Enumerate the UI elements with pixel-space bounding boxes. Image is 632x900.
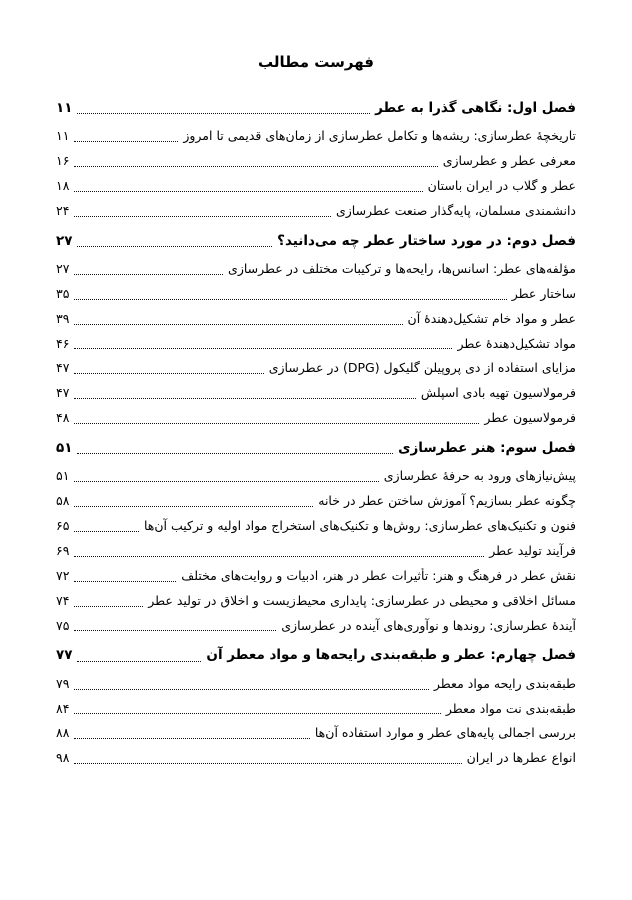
toc-entry-label: معرفی عطر و عطرسازی xyxy=(442,153,576,169)
toc-leader-dots xyxy=(74,629,276,631)
toc-sub-entry[interactable] xyxy=(56,543,576,560)
toc-leader-dots xyxy=(74,165,437,167)
toc-chapter-entry[interactable] xyxy=(56,232,576,250)
toc-leader-dots xyxy=(74,323,402,325)
toc-entry-label: بررسی اجمالی پایه‌های عطر و موارد استفاده آن‌ها xyxy=(314,725,576,741)
toc-leader-dots xyxy=(74,140,178,142)
toc-leader-dots xyxy=(74,762,461,764)
toc-leader-dots xyxy=(74,555,484,557)
toc-sub-entry[interactable] xyxy=(56,750,576,767)
toc-sub-entry[interactable] xyxy=(56,203,576,220)
toc-sub-entry[interactable] xyxy=(56,128,576,145)
toc-page-number: ۲۷ xyxy=(56,232,73,249)
toc-sub-entry[interactable] xyxy=(56,311,576,328)
toc-entry-label: آیندهٔ عطرسازی: روندها و نوآوری‌های آینده در عطرسازی xyxy=(281,617,576,633)
toc-page-number: ۱۶ xyxy=(56,153,70,169)
toc-page-number: ۵۱ xyxy=(56,468,70,484)
toc-leader-dots xyxy=(74,480,378,482)
toc-page-number: ۶۹ xyxy=(56,542,70,558)
toc-entry-label: ساختار عطر xyxy=(511,285,576,301)
toc-sub-entry[interactable] xyxy=(56,410,576,427)
toc-page-number: ۷۷ xyxy=(56,647,73,664)
toc-leader-dots xyxy=(74,347,452,349)
toc-page-number: ۲۴ xyxy=(56,202,70,218)
toc-leader-dots xyxy=(77,660,201,662)
toc-leader-dots xyxy=(74,712,440,714)
toc-page-number: ۵۱ xyxy=(56,440,73,457)
toc-page-number: ۷۵ xyxy=(56,617,70,633)
toc-page-number: ۹۸ xyxy=(56,750,70,766)
toc-sub-entry[interactable] xyxy=(56,676,576,693)
table-of-contents xyxy=(56,99,576,767)
toc-page-number: ۱۱ xyxy=(56,100,73,116)
toc-leader-dots xyxy=(74,737,309,739)
toc-page-number: ۴۷ xyxy=(56,360,70,376)
toc-entry-label: چگونه عطر بسازیم؟ آموزش ساختن عطر در خانه xyxy=(318,493,576,509)
toc-leader-dots xyxy=(77,245,272,247)
toc-page-number: ۸۴ xyxy=(56,700,70,716)
toc-entry-label: فصل چهارم: عطر و طبقه‌بندی رایحه‌ها و مواد معطر آن xyxy=(206,647,576,664)
toc-sub-entry[interactable] xyxy=(56,153,576,170)
toc-entry-label: مواد تشکیل‌دهندهٔ عطر xyxy=(457,335,576,351)
toc-entry-label: فرمولاسیون تهیه بادی اسپلش xyxy=(420,385,576,401)
toc-sub-entry[interactable] xyxy=(56,593,576,610)
toc-sub-entry[interactable] xyxy=(56,261,576,278)
toc-entry-label: فصل سوم: هنر عطرسازی xyxy=(398,440,576,457)
toc-sub-entry[interactable] xyxy=(56,518,576,535)
toc-entry-label: فنون و تکنیک‌های عطرسازی: روش‌ها و تکنیک‌های استخراج مواد اولیه و ترکیب آن‌ها xyxy=(143,518,576,534)
toc-leader-dots xyxy=(74,190,422,192)
toc-entry-label: فرآیند تولید عطر xyxy=(489,542,576,558)
toc-entry-label: پیش‌نیازهای ورود به حرفهٔ عطرسازی xyxy=(383,468,576,484)
toc-chapter-entry[interactable] xyxy=(56,646,576,664)
toc-entry-label: فصل دوم: در مورد ساختار عطر چه می‌دانید؟ xyxy=(277,232,576,249)
toc-page-number: ۶۵ xyxy=(56,518,70,534)
toc-sub-entry[interactable] xyxy=(56,618,576,635)
toc-sub-entry[interactable] xyxy=(56,568,576,585)
toc-entry-label: فصل اول: نگاهی گذرا به عطر xyxy=(375,100,576,116)
toc-leader-dots xyxy=(74,505,313,507)
toc-leader-dots xyxy=(74,580,176,582)
toc-leader-dots xyxy=(77,452,393,454)
toc-sub-entry[interactable] xyxy=(56,286,576,303)
toc-leader-dots xyxy=(74,298,506,300)
toc-page-number: ۴۷ xyxy=(56,385,70,401)
toc-entry-label: انواع عطرها در ایران xyxy=(466,750,576,766)
toc-sub-entry[interactable] xyxy=(56,336,576,353)
page-title: فهرست مطالب xyxy=(258,53,374,71)
toc-page-number: ۵۸ xyxy=(56,493,70,509)
toc-page-number: ۲۷ xyxy=(56,260,70,276)
toc-entry-label: تاریخچهٔ عطرسازی: ریشه‌ها و تکامل عطرسازی از زمان‌های قدیمی تا امروز xyxy=(183,128,576,144)
toc-page-number: ۸۸ xyxy=(56,725,70,741)
toc-entry-label: نقش عطر در فرهنگ و هنر: تأثیرات عطر در هنر، ادبیات و روایت‌های مختلف xyxy=(181,567,576,583)
toc-page-number: ۳۵ xyxy=(56,285,70,301)
toc-leader-dots xyxy=(74,605,143,607)
toc-page-number: ۴۸ xyxy=(56,410,70,426)
toc-sub-entry[interactable] xyxy=(56,725,576,742)
toc-page-number: ۷۴ xyxy=(56,592,70,608)
toc-entry-label: مسائل اخلاقی و محیطی در عطرسازی: پایداری محیط‌زیست و اخلاق در تولید عطر xyxy=(148,592,576,608)
toc-sub-entry[interactable] xyxy=(56,701,576,718)
toc-chapter-entry[interactable] xyxy=(56,99,576,117)
toc-page-number: ۷۲ xyxy=(56,567,70,583)
toc-sub-entry[interactable] xyxy=(56,493,576,510)
toc-entry-label: عطر و گلاب در ایران باستان xyxy=(427,177,576,193)
toc-page-number: ۴۶ xyxy=(56,335,70,351)
toc-entry-label: طبقه‌بندی رایحه مواد معطر xyxy=(433,675,576,691)
toc-entry-label: طبقه‌بندی نت مواد معطر xyxy=(445,700,576,716)
toc-entry-label: عطر و مواد خام تشکیل‌دهندهٔ آن xyxy=(407,310,576,326)
toc-leader-dots xyxy=(74,530,139,532)
toc-leader-dots xyxy=(74,372,263,374)
toc-page-number: ۱۸ xyxy=(56,177,70,193)
toc-leader-dots xyxy=(74,688,428,690)
toc-leader-dots xyxy=(74,422,479,424)
toc-page-number: ۱۱ xyxy=(56,128,70,144)
toc-leader-dots xyxy=(74,215,331,217)
toc-sub-entry[interactable] xyxy=(56,178,576,195)
toc-sub-entry[interactable] xyxy=(56,468,576,485)
toc-leader-dots xyxy=(74,273,223,275)
toc-sub-entry[interactable] xyxy=(56,385,576,402)
toc-chapter-entry[interactable] xyxy=(56,439,576,457)
toc-leader-dots xyxy=(74,397,415,399)
toc-sub-entry[interactable] xyxy=(56,360,576,377)
toc-entry-label: فرمولاسیون عطر xyxy=(484,410,576,426)
toc-page-number: ۷۹ xyxy=(56,675,70,691)
toc-leader-dots xyxy=(77,112,370,114)
toc-entry-label: مزایای استفاده از دی پروپیلن گلیکول (DPG) در عطرسازی xyxy=(268,360,576,376)
toc-entry-label: دانشمندی مسلمان، پایه‌گذار صنعت عطرسازی xyxy=(335,202,576,218)
toc-page-number: ۳۹ xyxy=(56,310,70,326)
toc-entry-label: مؤلفه‌های عطر: اسانس‌ها، رایحه‌ها و ترکیبات مختلف در عطرسازی xyxy=(228,260,576,276)
